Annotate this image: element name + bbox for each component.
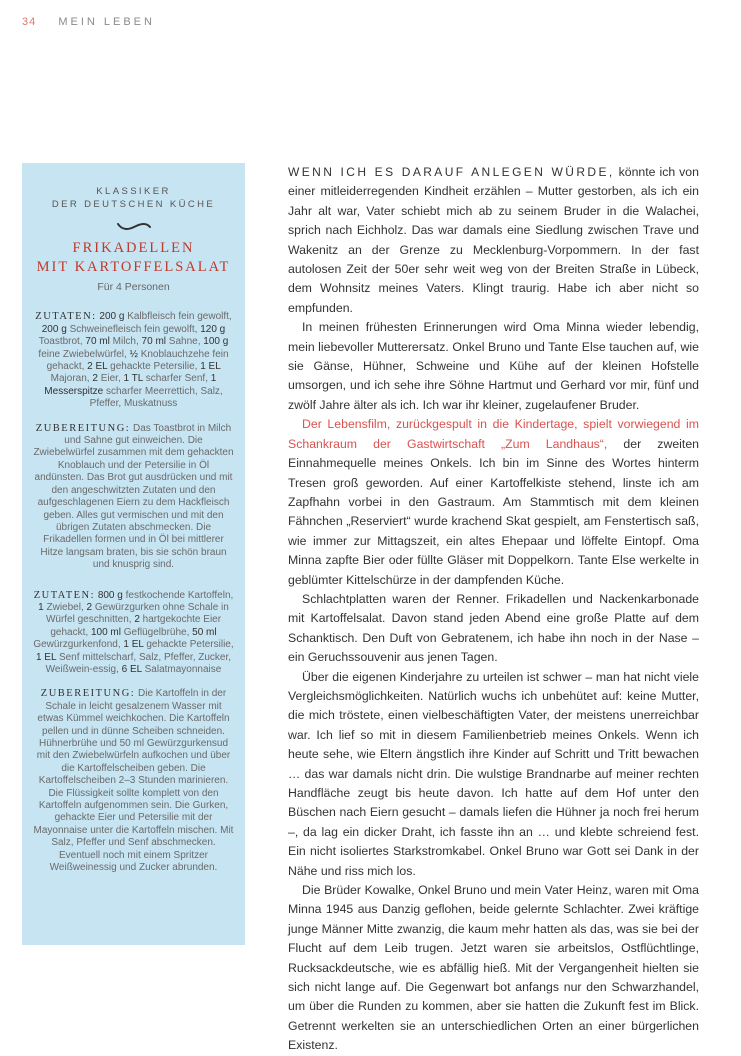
ingredient-amount: 800 g [97, 589, 123, 601]
ingredient-text: Zwiebel, [46, 601, 84, 613]
recipe-title [33, 239, 234, 277]
ingredient-text: gehackte Petersilie, [146, 639, 234, 651]
ingredient-amount: 2 EL [87, 361, 108, 373]
highlighted-text: Der Lebensfilm, zurückgespult in die Kindertage, spielt vorwiegend im Schankraum der Gastwirtschaft „Zum Landhaus“, [288, 417, 699, 451]
ingredient-amount: 100 ml [90, 626, 121, 638]
recipe-box [22, 163, 245, 945]
ingredient-text: feine Zwiebelwürfel, [38, 348, 127, 360]
ingredient-text: Gewürzgurken ohne Schale in Würfel geschnitten, [45, 601, 229, 626]
ingredient-amount: 120 g [200, 323, 226, 335]
ingredient-amount: 100 g [203, 336, 229, 348]
ingredient-amount: 2 [92, 373, 98, 385]
running-header [22, 16, 155, 28]
ingredient-amount: 200 g [41, 323, 67, 335]
ingredient-amount: 200 g [99, 311, 125, 323]
preparation-text: Die Kartoffeln in der Schale in leicht gesalzenem Wasser mit etwas Kümmel weichkochen. Die Kartoffeln pellen und in dünne Scheiben schneiden. Hühnerbrühe und 50 ml Gewürzgurkensud mit den Zwiebelwürfeln aufkochen und über die Kartoffelscheiben geben. Die Kartoffelscheiben 2–3 Stunden marinieren. Die Flüssigkeit sollte komplett von den Kartoffeln aufgenommen sein. Die Gurken, gehackte Eier und Petersilie mit der Mayonnaise unter die Kartoffeln mischen. Mit Salz, Pfeffer und Senf abschmecken. Eventuell noch mit einem Spritzer Weißweinessig und Zucker abrunden. [33, 688, 234, 874]
ingredient-text: scharfer Meerrettich, Salz, Pfeffer, Muskatnuss [89, 385, 223, 410]
paragraph [288, 163, 699, 318]
ingredient-amount: 1 Messerspitze [44, 373, 217, 397]
ingredient-text: Senf mittelscharf, Salz, Pfeffer, Zucker, Weißwein-essig, [45, 651, 232, 675]
preparation-text: Das Toastbrot in Milch und Sahne gut einweichen. Die Zwiebelwürfel zusammen mit dem gehackten Knoblauch und der Petersilie in Öl andünsten. Das Brot gut ausdrücken und mit den angeschwitzten Zutaten und den aufgeschlagenen Eiern zu dem Hackfleisch geben. Alles gut vermischen und mit den übrigen Zutaten abschmecken. Die Frikadellen formen und in Öl bei mittlerer Hitze langsam braten, bis sie schön braun und knusprig sind. [33, 422, 234, 571]
recipe-title-line: MIT KARTOFFELSALAT [36, 259, 231, 275]
ingredient-text: festkochende Kartoffeln, [125, 589, 234, 601]
recipe-title-line: FRIKADELLEN [72, 240, 195, 256]
kicker-line: DER DEUTSCHEN KÜCHE [51, 199, 216, 210]
ingredient-text: Eier, [100, 373, 121, 385]
paragraph-text: der zweiten Einnahmequelle meines Onkels. Ich bin im Sinne des Wortes hinterm Tresen groß geworden. Auf einer Kartoffelkiste stehend, linste ich am Zapfhahn vorbei in den Gastraum. Am Stammtisch mit dem kleinen Fähnchen „Reserviert“ wurde krachend Skat gespielt, am Fenstertisch saß, wie immer zur Mittagszeit, ein altes Ehepaar und löffelte Eintopf. Oma Minna zapfte Bier oder füllte Gläser mit Doppelkorn. Tante Else werkelte in geblümter Kittelschürze in der dampfenden Küche. [288, 436, 699, 587]
chapter-title: MEIN LEBEN [58, 16, 155, 28]
ingredient-amount: 70 ml [141, 336, 166, 348]
swash-ornament-icon [116, 221, 152, 231]
ingredient-text: Milch, [112, 336, 139, 348]
ingredient-text: hartgekochte Eier gehackt, [50, 614, 222, 638]
ingredient-amount: 1 EL [35, 651, 57, 663]
ingredient-text: Knoblauchzehe fein gehackt, [46, 348, 229, 373]
ingredient-text: scharfer Senf, [145, 373, 208, 385]
ingredient-amount: 1 EL [200, 361, 221, 373]
ingredients-label: ZUTATEN: [33, 589, 96, 601]
paragraph: In meinen frühesten Erinnerungen wird Oma Minna wieder lebendig, mein liebevoller Mutterersatz. Onkel Bruno und Tante Else tauchen auf, wie sie Gänse, Hühner, Schweine und Kühe auf der kleinen Hofstelle umsorgen, und ich sehe ihre Söhne Hartmut und Gerhard vor mir, fünf und zwölf Jahre älter als ich. Ich war ihr kleiner, zugelaufener Bruder. [288, 320, 699, 412]
ingredients-label: ZUTATEN: [35, 311, 97, 323]
ingredient-text: Toastbrot, [38, 336, 83, 348]
recipe-kicker [33, 185, 234, 211]
body-text [288, 163, 699, 1056]
ingredient-text: Salatmayonnaise [144, 663, 222, 675]
ingredient-amount: 1 TL [123, 373, 143, 385]
ingredient-amount: 2 [86, 601, 93, 613]
ingredient-amount: 6 EL [121, 663, 142, 675]
ingredient-amount: 50 ml [192, 626, 217, 638]
preparation-label: ZUBEREITUNG: [40, 688, 136, 700]
ingredients-meatballs [33, 311, 234, 410]
ingredient-text: Geflügelbrühe, [123, 626, 190, 638]
ingredient-amount: 1 [38, 601, 44, 613]
lead-in: WENN ICH ES DARAUF ANLEGEN WÜRDE, [288, 165, 615, 179]
ingredient-text: Majoran, [50, 373, 90, 385]
ingredient-text: Kalbfleisch fein gewolft, [127, 311, 232, 323]
preparation-potato-salad [33, 688, 234, 874]
ingredients-potato-salad [33, 590, 234, 677]
servings: Für 4 Personen [97, 281, 170, 293]
kicker-line: KLASSIKER [96, 186, 171, 197]
ingredient-text: Gewürzgurkenfond, [33, 639, 121, 651]
paragraph: Über die eigenen Kinderjahre zu urteilen ist schwer – man hat nicht viele Vergleichsmöglichkeiten. Natürlich wuchs ich unbehütet auf: keine Mutter, die mich tröstete, einen vielbeschäftigten Vater, der meistens unerreichbar war. Ich lief so mit in diesem Familienbetrieb meines Onkels. Wenn ich heute sehe, wie Eltern ängstlich ihre Kinder auf Schritt und Tritt bewachen … das war damals nicht drin. Die wulstige Brandnarbe auf meiner rechten Handfläche zeugt bis heute davon. Ich hatte auf dem Hof unter den Büschen nach Eiern gesucht – damals liefen die Hühner ja noch frei herum –, da lag ein dicker Draht, ich fasste ihn an … und klebte schreiend fest. Ein nicht isoliertes Starkstromkabel. Onkel Bruno war Gott sei Dank in der Nähe und riss mich los. [288, 669, 699, 878]
ingredient-amount: ½ [129, 348, 138, 360]
paragraph-text: könnte ich von einer mitleiderregenden Kindheit erzählen – Mutter gestorben, als ich ein Jahr alt war, Vater schiebt mich ab zu seinem Bruder in die Walachei, sprich nach Eichholz. Das war damals eine Siedlung zwischen Trave und Wakenitz an der Grenze zu Mecklenburg-Vorpommern. In der fast autolosen Zeit der 50er sehr weit weg von der Breiten Straße in Lübeck, dem Wohnsitz meines Vaters. Klingt traurig. Habe ich aber nicht so empfunden. [288, 165, 699, 315]
page-number: 34 [22, 16, 37, 28]
paragraph [288, 415, 699, 590]
ingredient-text: Schweinefleisch fein gewolft, [69, 323, 198, 335]
ingredient-text: gehackte Petersilie, [110, 361, 198, 373]
paragraph: Schlachtplatten waren der Renner. Frikadellen und Nackenkarbonade mit Kartoffelsalat. Davon stand jeden Abend eine große Platte auf dem Schanktisch. Den Duft von Gebratenem, ich habe ihn noch in der Nase – ein Geruchssouvenir aus jenen Tagen. [288, 591, 699, 665]
paragraph: Die Brüder Kowalke, Onkel Bruno und mein Vater Heinz, waren mit Oma Minna 1945 aus Danzig geflohen, beide gelernte Schlachter. Zwei kräftige junge Männer Mitte zwanzig, die kaum mehr hatten als das, was sie bei der Flucht auf dem Leib trugen. Jetzt waren sie arbeitslos, Ostflüchtlinge, Rucksackdeutsche, wie es abfällig hieß. Mit der Vergangenheit hielten sie sich nicht lange auf. Die Gegenwart bot anfangs nur den Schwarzhandel, um über die Runden zu kommen, aber sie hatten die Zukunft fest im Blick. Getrennt werkelten sie an unterschiedlichen Orten an einer bürgerlichen Existenz. [288, 883, 699, 1053]
ingredient-text: Sahne, [168, 336, 201, 348]
preparation-meatballs [33, 423, 234, 572]
ingredient-amount: 1 EL [123, 639, 144, 651]
ingredient-amount: 70 ml [85, 336, 110, 348]
ingredient-amount: 2 [134, 614, 140, 626]
preparation-label: ZUBEREITUNG: [35, 422, 131, 434]
